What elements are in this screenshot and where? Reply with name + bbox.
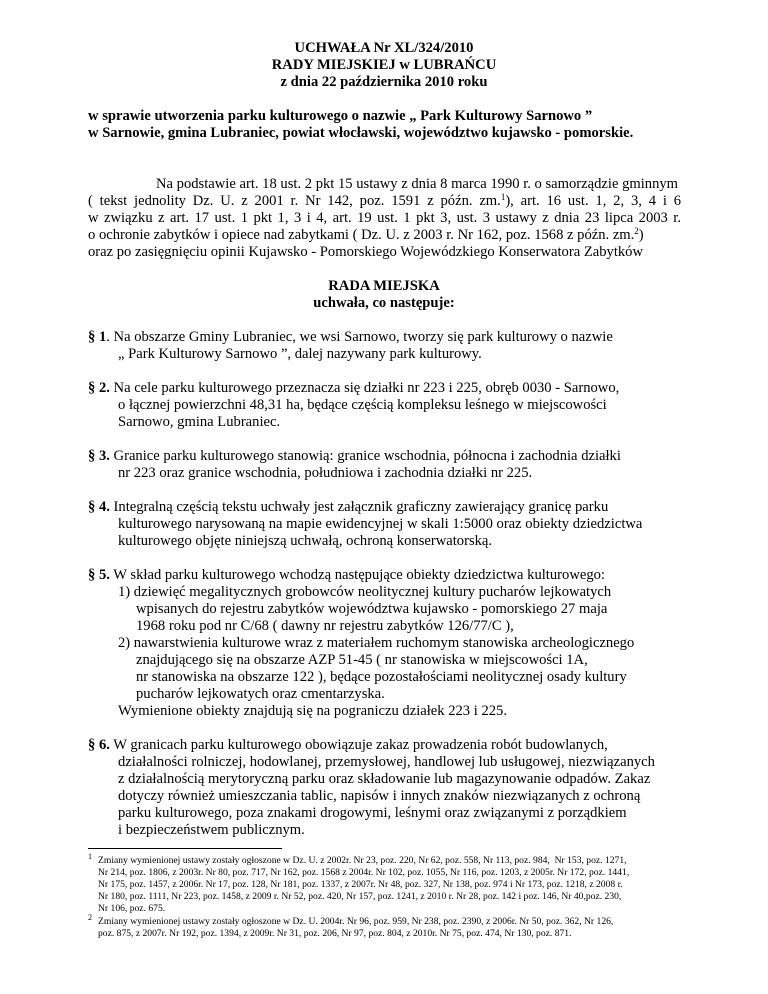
section-5-item-2-line-2: znajdującego się na obszarze AZP 51-45 ( nr stanowiska w miejscowości 1A,	[136, 652, 588, 668]
section-5-item-1-line-2: wpisanych do rejestru zabytków województwa kujawsko - pomorskiego 27 maja	[136, 601, 608, 617]
footnote-1-line-4: Nr 180, poz. 1111, Nr 223, poz. 1458, z 2009 r. Nr 52, poz. 420, Nr 157, poz. 1241, z 2010 r. Nr 28, poz. 142 i poz. 146, Nr 40,poz. 230,	[98, 891, 622, 902]
council-name: RADY MIEJSKIEJ w LUBRAŃCU	[271, 57, 497, 73]
preamble-line-4	[88, 227, 644, 244]
section-1-line-2: „ Park Kulturowy Sarnowo ”, dalej nazywany park kulturowy.	[118, 346, 482, 362]
section-3-line-1	[88, 448, 621, 465]
section-2-line-1	[88, 380, 619, 397]
section-6-mark: § 6.	[88, 737, 110, 753]
section-6-line-3: z działalnością merytoryczną parku oraz składowanie lub magazynowanie odpadów. Zakaz	[118, 771, 651, 787]
resolution-date: z dnia 22 października 2010 roku	[280, 74, 488, 90]
resolution-number: UCHWAŁA Nr XL/324/2010	[294, 40, 474, 56]
section-5-item-2-line-4: pucharów lejkowatych oraz cmentarzyska.	[136, 686, 385, 702]
footnote-1-line-1: Zmiany wymienionej ustawy zostały ogłoszone w Dz. U. z 2002r. Nr 23, poz. 220, Nr 62, poz. 558, Nr 113, poz. 984, Nr 153, poz. 1271,	[98, 855, 627, 866]
section-5-item-2-line-3: nr stanowiska na obszarze 122 ), będące pozostałościami neolitycznej osady kultury	[136, 669, 627, 685]
footnote-2-number: 2	[88, 913, 92, 922]
section-5-line-1	[88, 567, 605, 584]
section-5-closing: Wymienione obiekty znajdują się na pograniczu działek 223 i 225.	[118, 703, 507, 719]
preamble-line-4-text: o ochronie zabytków i opiece nad zabytkami ( Dz. U. z 2003 r. Nr 162, poz. 1568 z późn. zm.	[88, 227, 635, 243]
section-2-line-3: Sarnowo, gmina Lubraniec.	[118, 414, 281, 430]
footnote-1-number: 1	[88, 852, 92, 861]
section-6-line-4: dotyczy również umieszczania tablic, napisów i innych znaków niezwiązanych z ochroną	[118, 788, 641, 804]
preamble-line-2-text: ( tekst jednolity Dz. U. z 2001 r. Nr 142, poz. 1591 z późn. zm.	[88, 193, 501, 209]
section-2-text: Na cele parku kulturowego przeznacza się działki nr 223 i 225, obręb 0030 - Sarnowo,	[109, 380, 620, 396]
section-1-text: . Na obszarze Gminy Lubraniec, we wsi Sarnowo, tworzy się park kulturowy o nazwie	[106, 329, 613, 345]
section-3-line-2: nr 223 oraz granice wschodnia, południowa i zachodnia działki nr 225.	[118, 465, 533, 481]
section-3-text: Granice parku kulturowego stanowią: granice wschodnia, północna i zachodnia działki	[109, 448, 621, 464]
footnote-1-line-3: Nr 175, poz. 1457, z 2006r. Nr 17, poz. 128, Nr 181, poz. 1337, z 2007r. Nr 48, poz. 327, Nr 138, poz. 974 i Nr 173, poz. 1218, z 2008 r.	[98, 879, 623, 890]
section-4-text: Integralną częścią tekstu uchwały jest załącznik graficzny zawierający granicę parku	[109, 499, 609, 515]
preamble-line-1: Na podstawie art. 18 ust. 2 pkt 15 ustawy z dnia 8 marca 1990 r. o samorządzie gminnym	[156, 176, 679, 192]
section-2-mark: § 2.	[88, 380, 110, 396]
section-5-text: W skład parku kulturowego wchodzą następujące obiekty dziedzictwa kulturowego:	[109, 567, 605, 583]
subject-line-1: w sprawie utworzenia parku kulturowego o nazwie „ Park Kulturowy Sarnowo ”	[88, 108, 593, 124]
section-5-mark: § 5.	[88, 567, 110, 583]
footnote-1-line-5: Nr 106, poz. 675.	[98, 903, 166, 914]
section-1-line-1	[88, 329, 613, 346]
subject-line-2: w Sarnowie, gmina Lubraniec, powiat włocławski, województwo kujawsko - pomorskie.	[88, 125, 634, 141]
section-3-mark: § 3.	[88, 448, 110, 464]
footnote-1-line-2: Nr 214, poz. 1806, z 2003r. Nr 80, poz. 717, Nr 162, poz. 1568 z 2004r. Nr 102, poz. 1055, Nr 116, poz. 1203, z 2005r. Nr 172, poz. 1441,	[98, 867, 630, 878]
section-6-text: W granicach parku kulturowego obowiązuje zakaz prowadzenia robót budowlanych,	[109, 737, 608, 753]
preamble-line-2	[88, 193, 681, 210]
footnote-2-line-2: poz. 875, z 2007r. Nr 192, poz. 1394, z 2009r. Nr 31, poz. 206, Nr 97, poz. 804, z 2010r. Nr 75, poz. 474, Nr 130, poz. 871.	[98, 928, 572, 939]
section-6-line-1	[88, 737, 608, 754]
section-4-line-1	[88, 499, 608, 516]
council-resolves: uchwała, co następuje:	[313, 295, 455, 311]
footnote-separator	[88, 848, 282, 849]
footnote-ref-2: 2	[634, 226, 639, 236]
section-5-item-1-line-1: 1) dziewięć megalitycznych grobowców neolitycznej kultury pucharów lejkowatych	[118, 584, 612, 600]
preamble-line-3: w związku z art. 17 ust. 1 pkt 1, 3 i 4, art. 19 ust. 1 pkt 3, ust. 3 ustawy z dnia 23 lipca 2003 r.	[88, 210, 681, 226]
footnote-ref-1: 1	[500, 192, 506, 202]
section-6-line-5: parku kulturowego, poza znakami drogowymi, leśnymi oraz związanymi z porządkiem	[118, 805, 627, 821]
section-2-line-2: o łącznej powierzchni 48,31 ha, będące częścią kompleksu leśnego w miejscowości	[118, 397, 607, 413]
section-4-line-3: kulturowego objęte niniejszą uchwałą, ochroną konserwatorską.	[118, 533, 493, 549]
preamble-line-2-rest: ), art. 16 ust. 1, 2, 3, 4 i 6	[505, 193, 681, 209]
section-4-mark: § 4.	[88, 499, 110, 515]
council-heading: RADA MIEJSKA	[328, 278, 440, 294]
preamble-line-5: oraz po zasięgnięciu opinii Kujawsko - Pomorskiego Wojewódzkiego Konserwatora Zabytków	[88, 244, 644, 260]
section-5-item-1-line-3: 1968 roku pod nr C/68 ( dawny nr rejestru zabytków 126/77/C ),	[136, 618, 514, 634]
section-5-item-2-line-1: 2) nawarstwienia kulturowe wraz z materiałem ruchomym stanowiska archeologicznego	[118, 635, 635, 651]
section-4-line-2: kulturowego narysowaną na mapie ewidencyjnej w skali 1:5000 oraz obiekty dziedzictwa	[118, 516, 643, 532]
section-6-line-2: działalności rolniczej, hodowlanej, przemysłowej, handlowej lub usługowej, niezwiązanych	[118, 754, 655, 770]
section-1-mark: § 1	[88, 329, 107, 345]
section-6-line-6: i bezpieczeństwem publicznym.	[118, 822, 305, 838]
preamble-line-4-rest: )	[638, 227, 644, 243]
footnote-2-line-1: Zmiany wymienionej ustawy zostały ogłoszone w Dz. U. 2004r. Nr 96, poz. 959, Nr 238, poz. 2390, z 2006r. Nr 50, poz. 362, Nr 126,	[98, 916, 614, 927]
